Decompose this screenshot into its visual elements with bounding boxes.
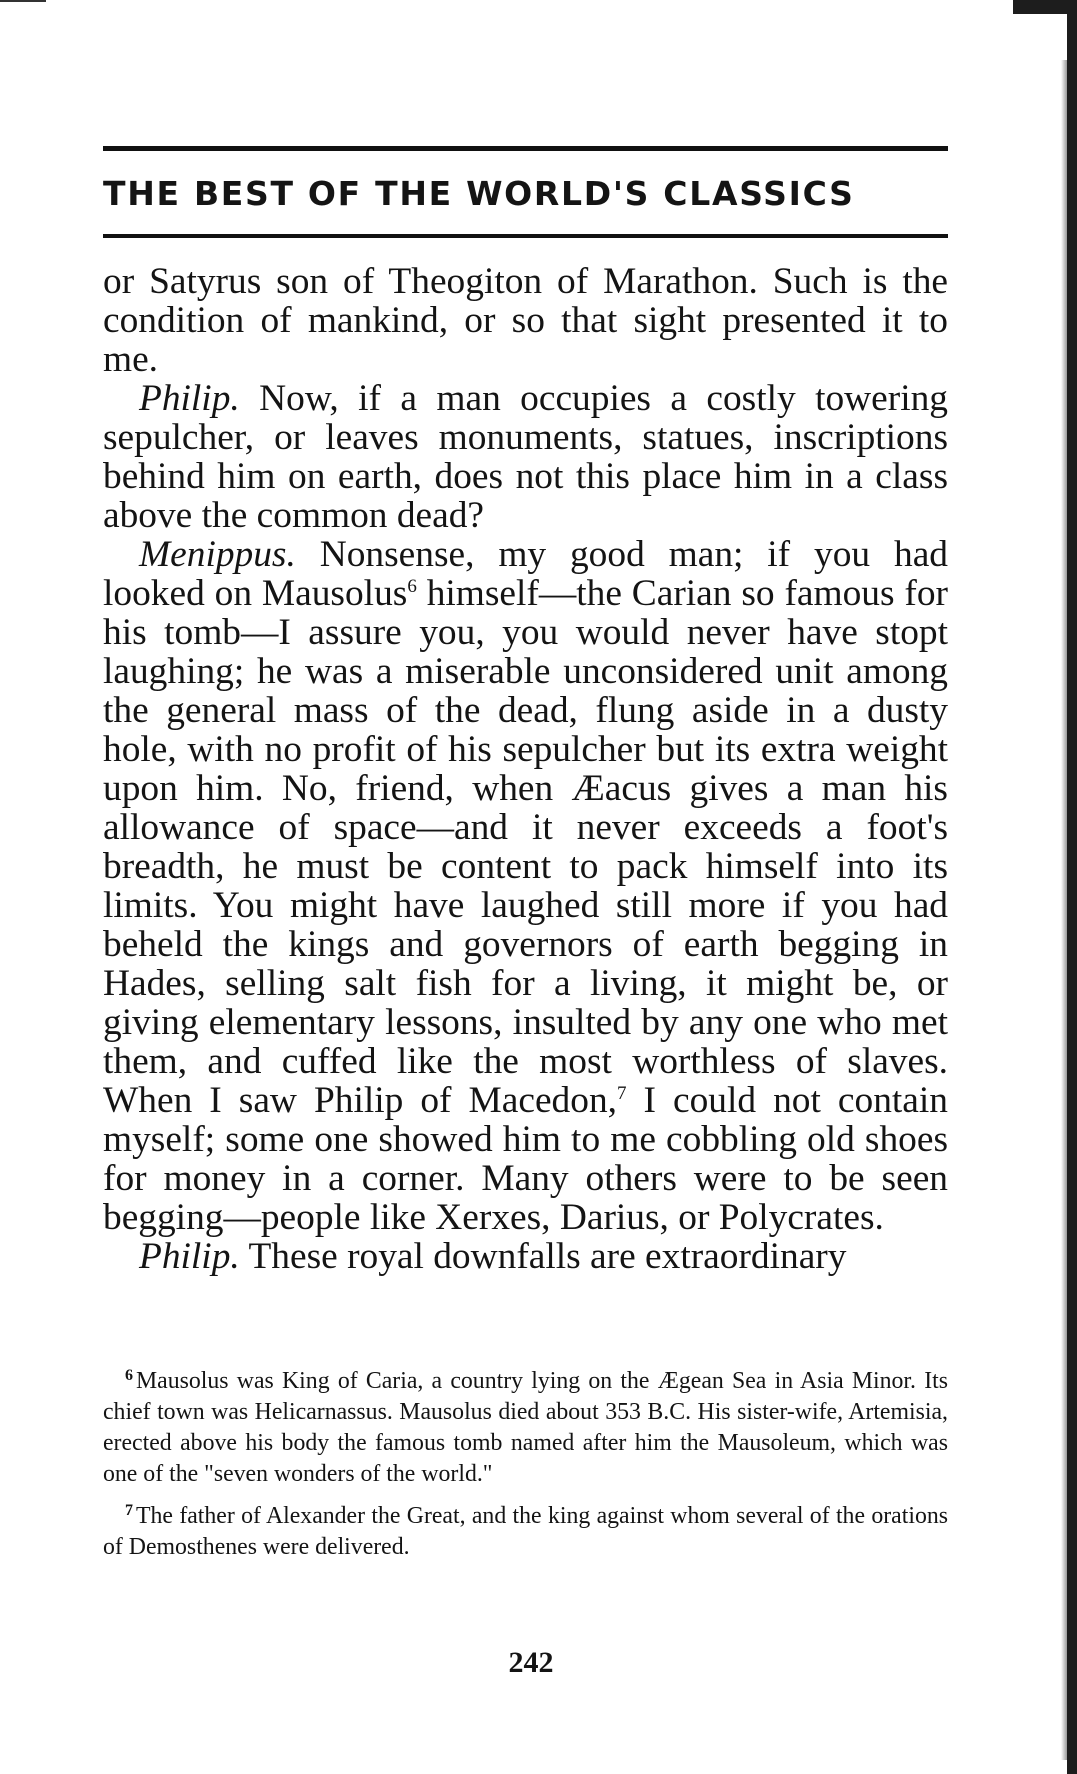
page-number: 242	[508, 1646, 554, 1679]
paragraph-text: I could not contain myself; some one showed him to me cobbling old shoes for money in a corner. Many others were to be seen begging—people like Xerxes, Darius, or Polycrates.	[103, 1080, 948, 1238]
corner-rule	[0, 0, 46, 2]
main-text	[103, 262, 948, 1276]
footnote-reference: 7	[617, 1083, 627, 1104]
footnote-reference: 6	[407, 576, 417, 597]
paragraph	[103, 535, 948, 1237]
header-rule-top	[103, 146, 948, 151]
paragraph-text: Now, if a man occupies a costly towering sepulcher, or leaves monuments, statues, inscriptions behind him on earth, does not this place him in a class above the common dead?	[103, 378, 948, 536]
footnote-mark: 7	[125, 1502, 133, 1519]
speaker-name: Philip.	[139, 378, 240, 419]
paragraph-text: These royal downfalls are extraordinary	[248, 1236, 847, 1277]
speaker-name: Menippus.	[139, 534, 296, 575]
footnote	[103, 1501, 948, 1563]
running-title: THE BEST OF THE WORLD'S CLASSICS	[103, 174, 855, 213]
speaker-name: Philip.	[139, 1236, 240, 1277]
paragraph-text: himself—the Carian so famous for his tomb—I assure you, you would never have stopt laughing; he was a miserable unconsidered unit among the general mass of the dead, flung aside in a dusty hole, with no profit of his sepulcher but its extra weight upon him. No, friend, when Æacus gives a man his allowance of space—and it never exceeds a foot's breadth, he must be content to pack himself into its limits. You might have laughed still more if you had beheld the kings and governors of earth begging in Hades, selling salt fish for a living, it might be, or giving elementary lessons, insulted by any one who met them, and cuffed like the most worthless of slaves. When I saw Philip of Macedon,	[103, 573, 948, 1121]
paragraph	[103, 1237, 948, 1276]
paragraph-text: Nonsense, my good man; if you had looked on Mausolus	[103, 534, 948, 614]
paragraph	[103, 262, 948, 379]
paragraph-text: or Satyrus son of Theogiton of Marathon. Such is the condition of mankind, or so that sight presented it to me.	[103, 261, 948, 380]
header-rule-bottom	[103, 234, 948, 238]
page-edge-shadow	[1061, 60, 1067, 1760]
paragraph	[103, 379, 948, 535]
footnote-mark: 6	[125, 1367, 133, 1384]
footnotes	[103, 1366, 948, 1574]
page-edge	[1067, 0, 1077, 1774]
footnote-text: Mausolus was King of Caria, a country lying on the Ægean Sea in Asia Minor. Its chief town was Helicarnassus. Mausolus died about 353 B.C. His sister-wife, Artemisia, erected above his body the famous tomb named after him the Mausoleum, which was one of the "seven wonders of the world."	[103, 1368, 948, 1487]
footnote-text: The father of Alexander the Great, and the king against whom several of the orations of Demosthenes were delivered.	[103, 1503, 948, 1560]
footnote	[103, 1366, 948, 1490]
